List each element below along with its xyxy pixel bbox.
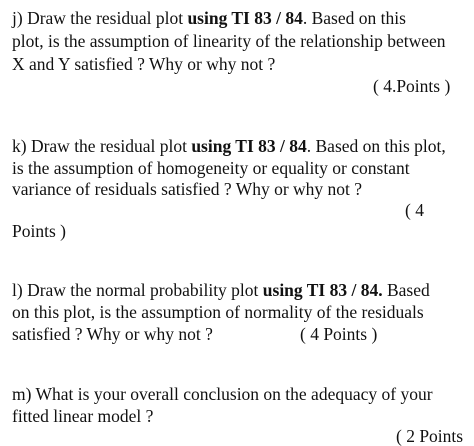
question-j-line-3: X and Y satisfied ? Why or why not ? — [12, 54, 276, 74]
question-l-line-1 — [12, 280, 430, 300]
question-k-text: k) Draw the residual plot — [12, 136, 192, 156]
question-k-line-3: variance of residuals satisfied ? Why or why not ? — [12, 179, 363, 199]
question-k-text-end: . Based on this plot, — [306, 136, 446, 156]
question-k-points-part-1: ( 4 — [405, 200, 424, 220]
question-j-points: ( 4.Points ) — [373, 76, 451, 96]
question-m-points: ( 2 Points — [396, 426, 464, 446]
question-m-line-1: m) What is your overall conclusion on the adequacy of your — [12, 384, 433, 404]
question-k-points-part-2: Points ) — [12, 221, 66, 241]
question-l-line-2: on this plot, is the assumption of normality of the residuals — [12, 302, 424, 322]
question-j-line-2: plot, is the assumption of linearity of the relationship between — [12, 31, 446, 51]
question-k-line-2: is the assumption of homogeneity or equality or constant — [12, 158, 410, 178]
question-l-text-end: Based — [382, 280, 430, 300]
question-j-text-end: . Based on this — [302, 8, 406, 28]
question-l-line-3: satisfied ? Why or why not ? — [12, 324, 213, 344]
question-k-line-1 — [12, 136, 446, 156]
question-j-tool-emphasis: using TI 83 / 84 — [187, 8, 303, 28]
question-l-points: ( 4 Points ) — [300, 324, 378, 344]
question-m-line-2: fitted linear model ? — [12, 406, 154, 426]
question-j-line-1 — [12, 8, 406, 28]
question-l-tool-emphasis: using TI 83 / 84. — [262, 280, 383, 300]
question-k-tool-emphasis: using TI 83 / 84 — [191, 136, 307, 156]
question-j-text: j) Draw the residual plot — [12, 8, 188, 28]
question-l-text: l) Draw the normal probability plot — [12, 280, 263, 300]
